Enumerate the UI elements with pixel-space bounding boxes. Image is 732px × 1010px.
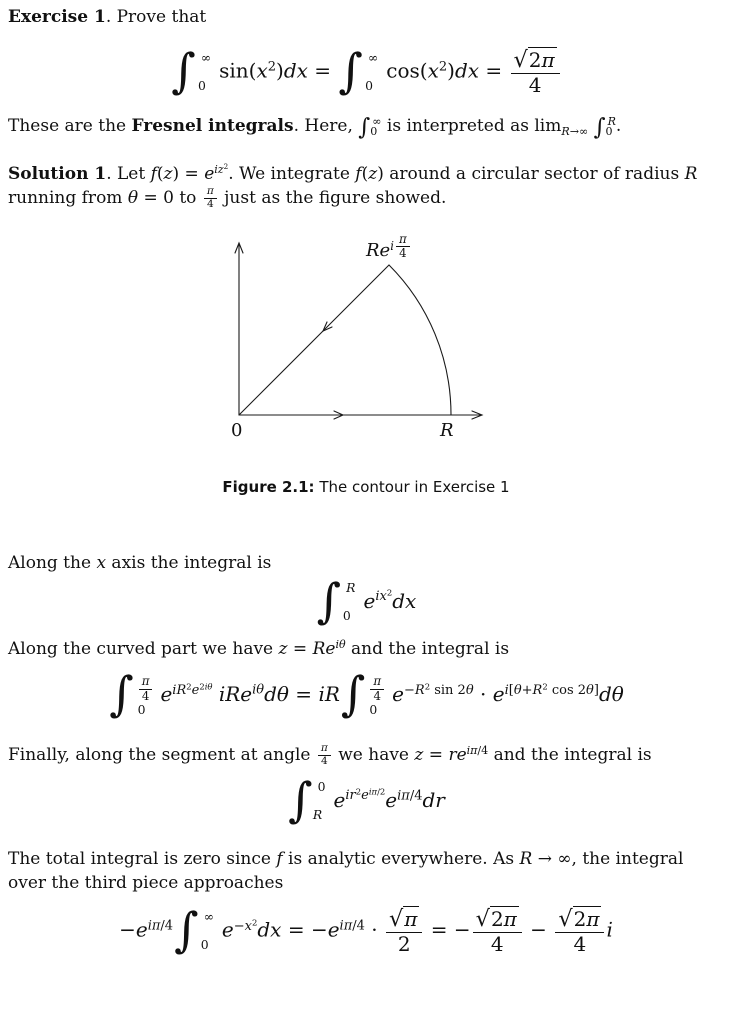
contour-figure [8, 232, 724, 452]
conclusion-paragraph: The total integral is zero since f is analytic everywhere. As R → ∞, the integral over the third piece approaches [8, 849, 684, 894]
curved-part-paragraph: Along the curved part we have $z = Re^{i\theta}$ and the integral is [8, 638, 510, 660]
finally-paragraph: Finally, along the segment at angle $\frac{\pi}{4}$ we have $z = re^{i\pi/4}$ and the integral is [8, 742, 652, 767]
along-x-paragraph: Along the x axis the integral is [8, 552, 272, 573]
fresnel-note: These are the Fresnel integrals. Here, $\int_0^\infty$ is interpreted as $\lim_{R\to\infty} \int_0^R$. [8, 114, 622, 141]
x-axis-integral: ∫ R 0 $e^{ix^2}dx$ [316, 573, 417, 629]
final-formula: $-e^{i\pi/4}$ ∫ ∞ 0 $e^{-x^2}dx = -e^{i\pi/4}$ · $\frac{√\pi}{2}$ = − $\frac{√2\pi}{4}$ − $\frac{√2\pi}{4}$ i [119, 902, 613, 958]
solution-paragraph: Solution 1. Let $f(z) = e^{iz^2}$. We integrate f(z) around a circular sector of radius R running from θ = 0 to $\frac{\pi}{4}$ just as the figure showed. [8, 161, 698, 211]
radius-label: R [440, 420, 454, 442]
figure-caption: Figure 2.1: The contour in Exercise 1 [222, 478, 510, 497]
origin-label: 0 [231, 420, 243, 442]
contour-diagram [210, 237, 510, 452]
radial-segment [239, 265, 389, 415]
circular-arc [389, 265, 451, 415]
segment-integral: ∫ 0 R $e^{ir^2e^{i\pi/2}}e^{i\pi/4}dr$ [288, 772, 445, 828]
fresnel-formula: ∫ ∞ 0 $\sin(x^2)dx$ = ∫ ∞ 0 $\cos(x^2)dx$ = $\frac{√2\pi}{4}$ [8, 48, 724, 96]
curved-part-integral: ∫ $\frac{\pi}{4}$ 0 $e^{iR^2e^{2i\theta}}$ iRe$^{i\theta}$dθ = iR ∫ $\frac{\pi}{4}$ 0 $e^{-R^2 sin 2\theta} \cdot e^{i[\theta+R^2 cos 2\theta]}d\theta$ [109, 667, 624, 723]
exercise-heading: Exercise 1. Prove that [8, 7, 207, 27]
apex-label: $Re^{i \frac{\pi}{4}}$ [366, 233, 412, 262]
